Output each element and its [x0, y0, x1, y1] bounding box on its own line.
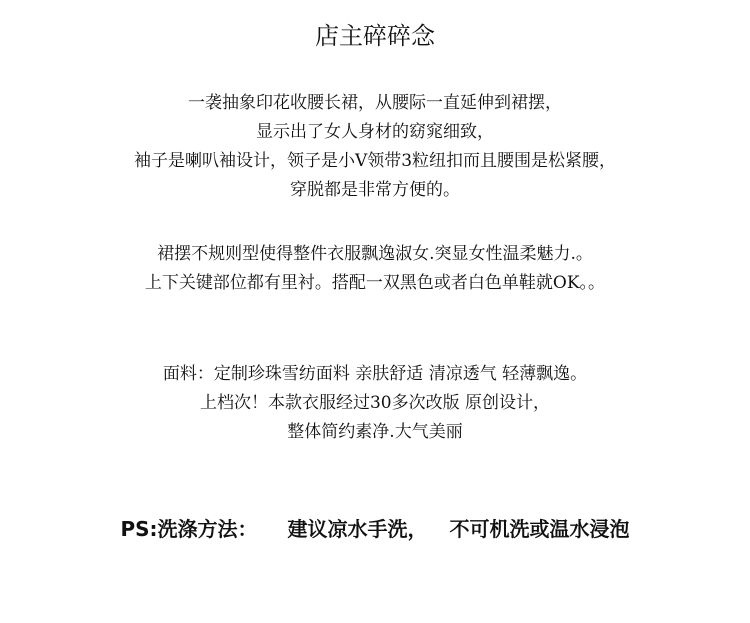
details-paragraph: [0, 240, 750, 298]
description-paragraph: [0, 89, 750, 205]
description-line: 一袭抽象印花收腰长裙，从腰际一直延伸到裙摆，: [188, 93, 562, 113]
description-line: 穿脱都是非常方便的。: [290, 180, 460, 200]
details-line: 上下关键部位都有里衬。搭配一双黑色或者白色单鞋就OK。。: [144, 273, 606, 293]
description-line: 显示出了女人身材的窈窕细致，: [256, 122, 494, 142]
washing-advice: 建议凉水手洗，: [287, 517, 428, 541]
details-line: 裙摆不规则型使得整件衣服飘逸淑女.突显女性温柔魅力.。: [157, 244, 593, 264]
fabric-line: 上档次！本款衣服经过30多次改版 原创设计，: [199, 393, 551, 413]
washing-warning: 不可机洗或温水浸泡: [449, 517, 630, 541]
fabric-line: 整体简约素净.大气美丽: [287, 422, 463, 442]
fabric-paragraph: [0, 360, 750, 447]
page-title: 店主碎碎念: [315, 22, 435, 50]
description-line: 袖子是喇叭袖设计，领子是小V领带3粒纽扣而且腰围是松紧腰，: [133, 151, 617, 171]
fabric-line: 面料：定制珍珠雪纺面料 亲肤舒适 清凉透气 轻薄飘逸。: [162, 364, 588, 384]
washing-instructions: [0, 513, 750, 545]
washing-label: PS:洗涤方法：: [120, 517, 258, 541]
